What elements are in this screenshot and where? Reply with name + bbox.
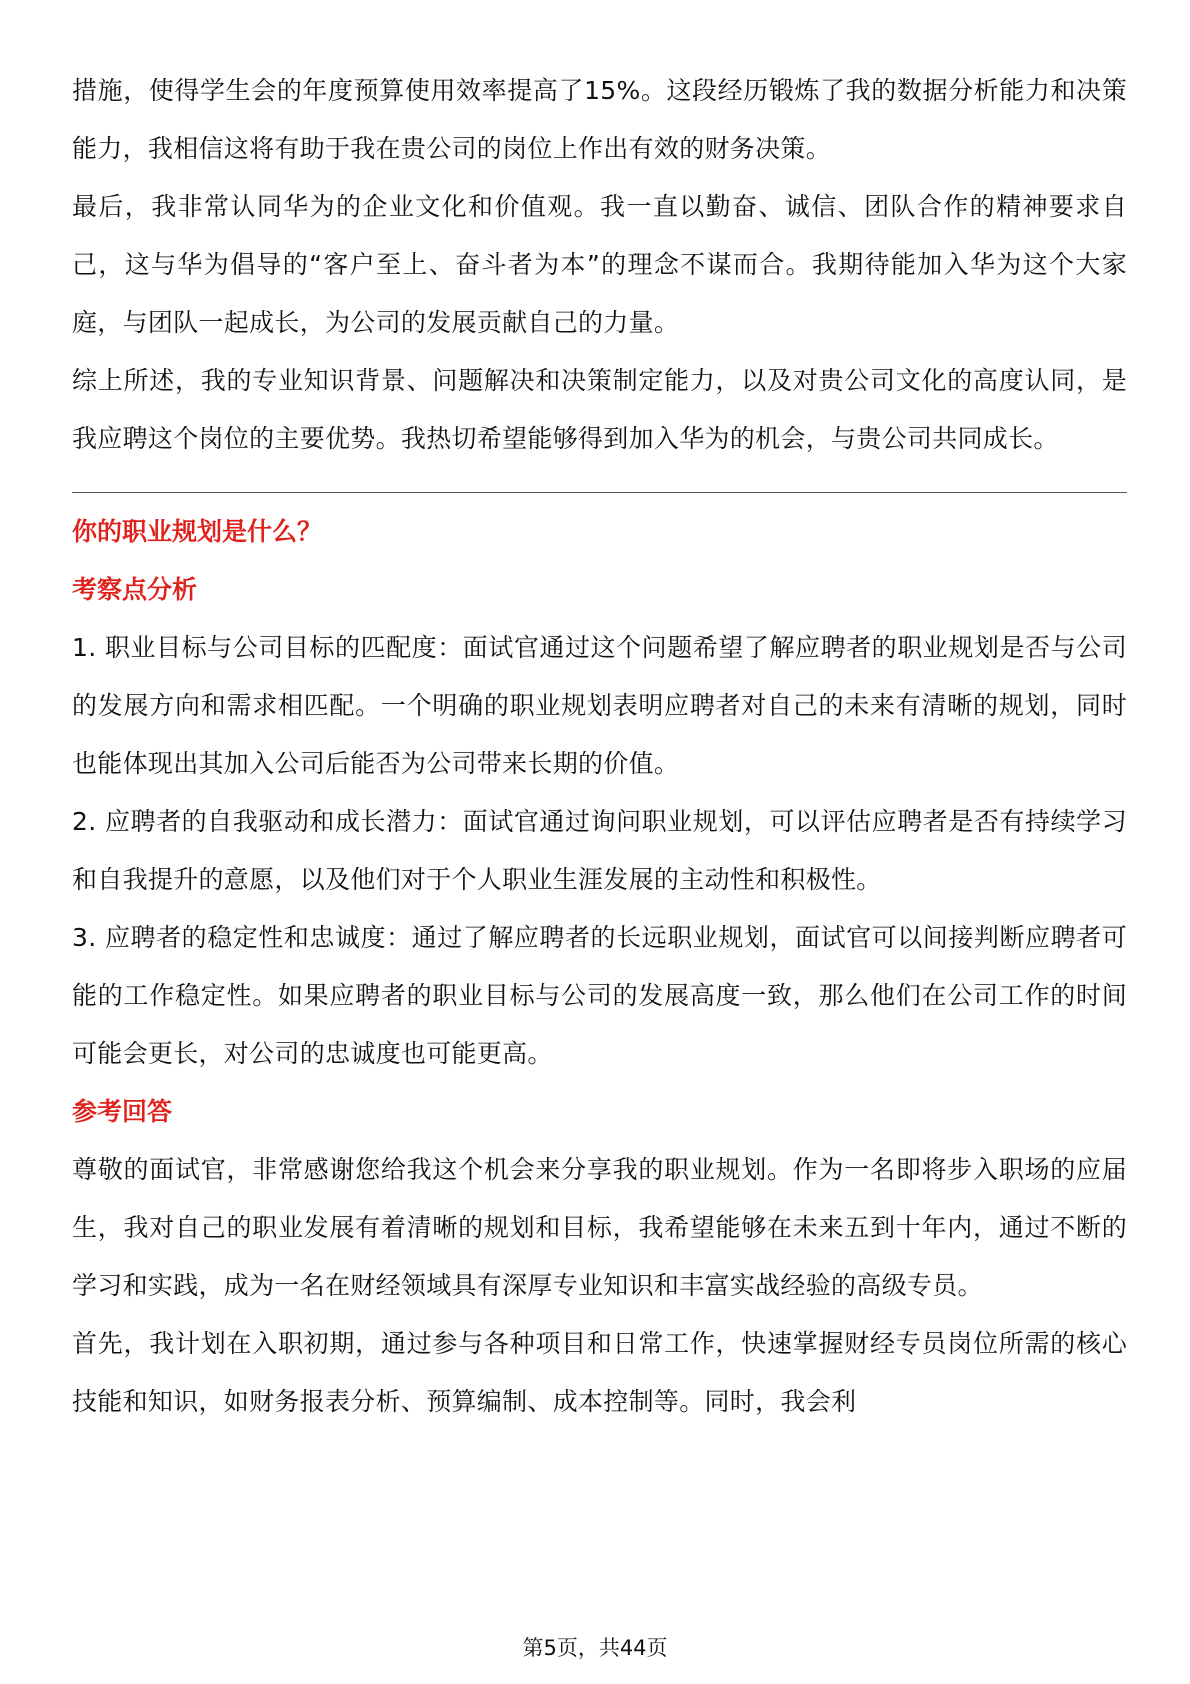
answer-paragraph: 首先，我计划在入职初期，通过参与各种项目和日常工作，快速掌握财经专员岗位所需的核心技能和知识，如财务报表分析、预算编制、成本控制等。同时，我会利 [72, 1329, 1127, 1416]
analysis-point: 2. 应聘者的自我驱动和成长潜力：面试官通过询问职业规划，可以评估应聘者是否有持续学习和自我提升的意愿，以及他们对于个人职业生涯发展的主动性和积极性。 [72, 807, 1127, 894]
document-page [72, 62, 1127, 1431]
answer-paragraph: 尊敬的面试官，非常感谢您给我这个机会来分享我的职业规划。作为一名即将步入职场的应届生，我对自己的职业发展有着清晰的规划和目标，我希望能够在未来五到十年内，通过不断的学习和实践，成为一名在财经领域具有深厚专业知识和丰富实战经验的高级专员。 [72, 1155, 1127, 1300]
analysis-point: 3. 应聘者的稳定性和忠诚度：通过了解应聘者的长远职业规划，面试官可以间接判断应聘者可能的工作稳定性。如果应聘者的职业目标与公司的发展高度一致，那么他们在公司工作的时间可能会更长，对公司的忠诚度也可能更高。 [72, 923, 1127, 1068]
intro-paragraph: 综上所述，我的专业知识背景、问题解决和决策制定能力，以及对贵公司文化的高度认同，是我应聘这个岗位的主要优势。我热切希望能够得到加入华为的机会，与贵公司共同成长。 [72, 366, 1127, 453]
analysis-heading: 考察点分析 [72, 575, 198, 604]
intro-paragraph: 最后，我非常认同华为的企业文化和价值观。我一直以勤奋、诚信、团队合作的精神要求自己，这与华为倡导的“客户至上、奋斗者为本”的理念不谋而合。我期待能加入华为这个大家庭，与团队一起成长，为公司的发展贡献自己的力量。 [72, 192, 1127, 337]
page-number: 第5页，共44页 [522, 1636, 668, 1660]
section-divider [72, 492, 1127, 493]
question-title: 你的职业规划是什么？ [72, 517, 323, 546]
answer-heading: 参考回答 [72, 1097, 173, 1126]
analysis-point: 1. 职业目标与公司目标的匹配度：面试官通过这个问题希望了解应聘者的职业规划是否与公司的发展方向和需求相匹配。一个明确的职业规划表明应聘者对自己的未来有清晰的规划，同时也能体现出其加入公司后能否为公司带来长期的价值。 [72, 633, 1127, 778]
intro-paragraph: 措施，使得学生会的年度预算使用效率提高了15%。这段经历锻炼了我的数据分析能力和决策能力，我相信这将有助于我在贵公司的岗位上作出有效的财务决策。 [72, 76, 1127, 163]
